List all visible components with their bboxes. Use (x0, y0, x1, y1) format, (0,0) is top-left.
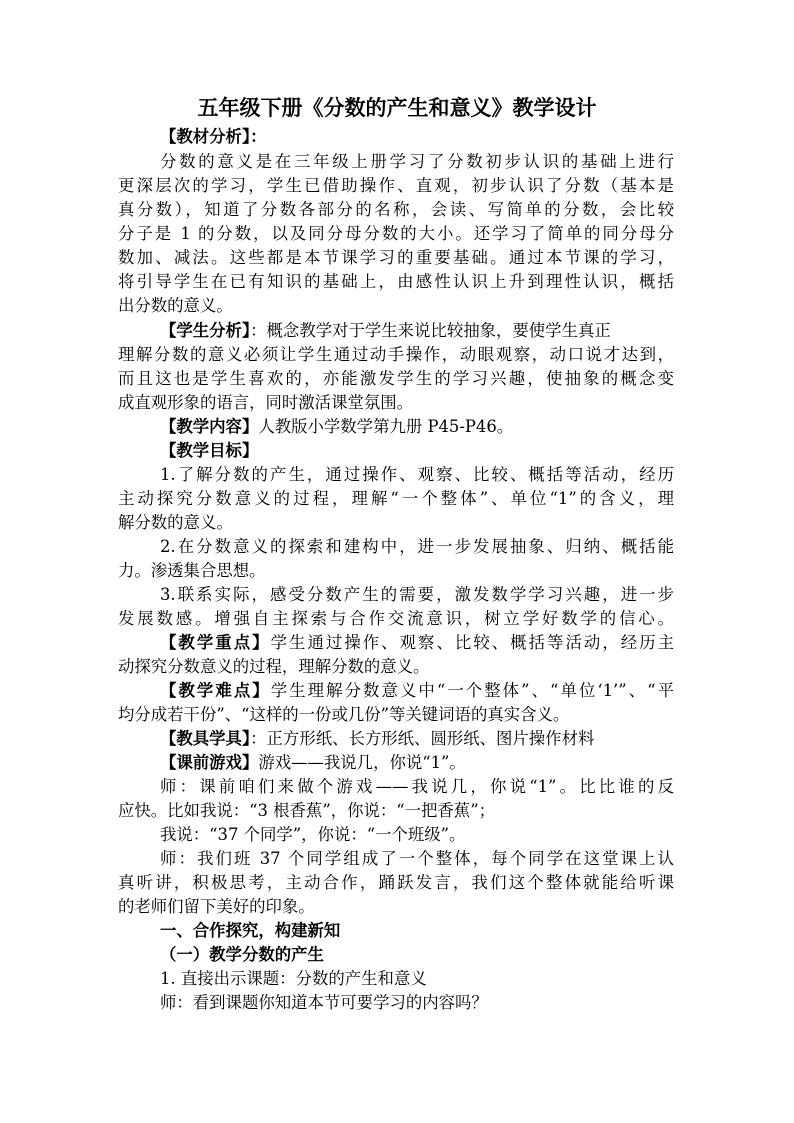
game-line-4: 师：我们班 37 个同学组成了一个整体，每个同学在这堂课上认 (160, 849, 674, 868)
student-line-2: 理解分数的意义必须让学生通过动手操作，动眼观察，动口说才达到， (118, 345, 674, 364)
goal-line-1: 1.了解分数的产生，通过操作、观察、比较、概括等活动，经历 (160, 465, 674, 484)
material-line-2: 更深层次的学习，学生已借助操作、直观，初步认识了分数（基本是 (118, 176, 674, 195)
material-line-4: 分子是 1 的分数，以及同分母分数的大小。还学习了简单的同分母分 (118, 224, 674, 243)
goal-line-5: 力。渗透集合思想。 (118, 561, 266, 580)
game-heading: 【课前游戏】 (160, 753, 259, 772)
student-line-3: 而且这也是学生喜欢的，亦能激发学生的学习兴趣，使抽象的概念变 (118, 369, 674, 388)
section1-heading: 一、合作探究，构建新知 (160, 921, 341, 940)
student-text-1: ：概念教学对于学生来说比较抽象，要使学生真正 (250, 321, 611, 340)
goal-line-6: 3.联系实际，感受分数产生的需要，激发数学学习兴趣，进一步 (160, 585, 674, 604)
game-line-1: 师：课前咱们来做个游戏——我说几，你说“1”。比比谁的反 (160, 777, 674, 796)
tools-heading: 【教具学具】 (160, 729, 251, 748)
section1-line-1: 1. 直接出示课题：分数的产生和意义 (160, 969, 427, 988)
tools-line (160, 727, 594, 751)
section1-line-2: 师：看到课题你知道本节可要学习的内容吗？ (160, 993, 488, 1012)
tools-text: ：正方形纸、长方形纸、圆形纸、图片操作材料 (250, 729, 595, 748)
difficulty-heading: 【教学难点】 (160, 681, 271, 700)
difficulty-line-2: 均分成若干份”、“这样的一份或几份”等关键词语的真实含义。 (118, 705, 570, 724)
game-line-3: 我说：“37 个同学”，你说：“一个班级”。 (160, 825, 466, 844)
student-line-4: 成直观形象的语言，同时激活课堂氛围。 (118, 393, 414, 412)
game-text: 游戏——我说几，你说“1”。 (258, 753, 466, 772)
section1-subheading: （一）教学分数的产生 (160, 945, 324, 964)
difficulty-text-1: 学生理解分数意义中“一个整体”、“单位‘1’”、“平 (270, 681, 674, 700)
goal-line-2: 主动探究分数意义的过程，理解“一个整体”、单位“1”的含义，理 (118, 489, 674, 508)
material-line-1: 分数的意义是在三年级上册学习了分数初步认识的基础上进行 (160, 152, 674, 171)
difficulty-line-1 (160, 679, 674, 703)
material-line-6: 将引导学生在已有知识的基础上，由感性认识上升到理性认识，概括 (118, 272, 674, 291)
content-text: 人教版小学数学第九册 P45-P46。 (258, 417, 514, 436)
game-line-6: 的老师们留下美好的印象。 (118, 897, 315, 916)
goal-line-4: 2.在分数意义的探索和建构中，进一步发展抽象、归纳、概括能 (160, 537, 674, 556)
content-heading: 【教学内容】 (160, 417, 259, 436)
key-heading: 【教学重点】 (160, 633, 271, 652)
material-line-3: 真分数），知道了分数各部分的名称，会读、写简单的分数，会比较 (118, 200, 674, 219)
student-heading: 【学生分析】 (160, 321, 251, 340)
game-line-5: 真听讲，积极思考，主动合作，踊跃发言，我们这个整体就能给听课 (118, 873, 674, 892)
goals-heading: 【教学目标】 (160, 441, 259, 460)
game-line (160, 751, 466, 775)
goal-line-3: 解分数的意义。 (118, 513, 233, 532)
student-line-1 (160, 319, 611, 343)
material-line-7: 出分数的意义。 (118, 296, 233, 315)
material-line-5: 数加、减法。这些都是本节课学习的重要基础。通过本节课的学习， (118, 248, 674, 267)
game-line-2: 应快。比如我说：“3 根香蕉”，你说：“一把香蕉”； (118, 801, 495, 820)
page-title: 五年级下册《分数的产生和意义》教学设计 (197, 95, 597, 120)
key-line-1 (160, 631, 674, 655)
material-heading: 【教材分析】： (160, 127, 267, 146)
goal-line-7: 发展数感。增强自主探索与合作交流意识，树立学好数学的信心。 (118, 609, 674, 628)
key-text-1: 学生通过操作、观察、比较、概括等活动，经历主 (270, 633, 675, 652)
content-line (160, 415, 513, 439)
key-line-2: 动探究分数意义的过程，理解分数的意义。 (118, 657, 430, 676)
